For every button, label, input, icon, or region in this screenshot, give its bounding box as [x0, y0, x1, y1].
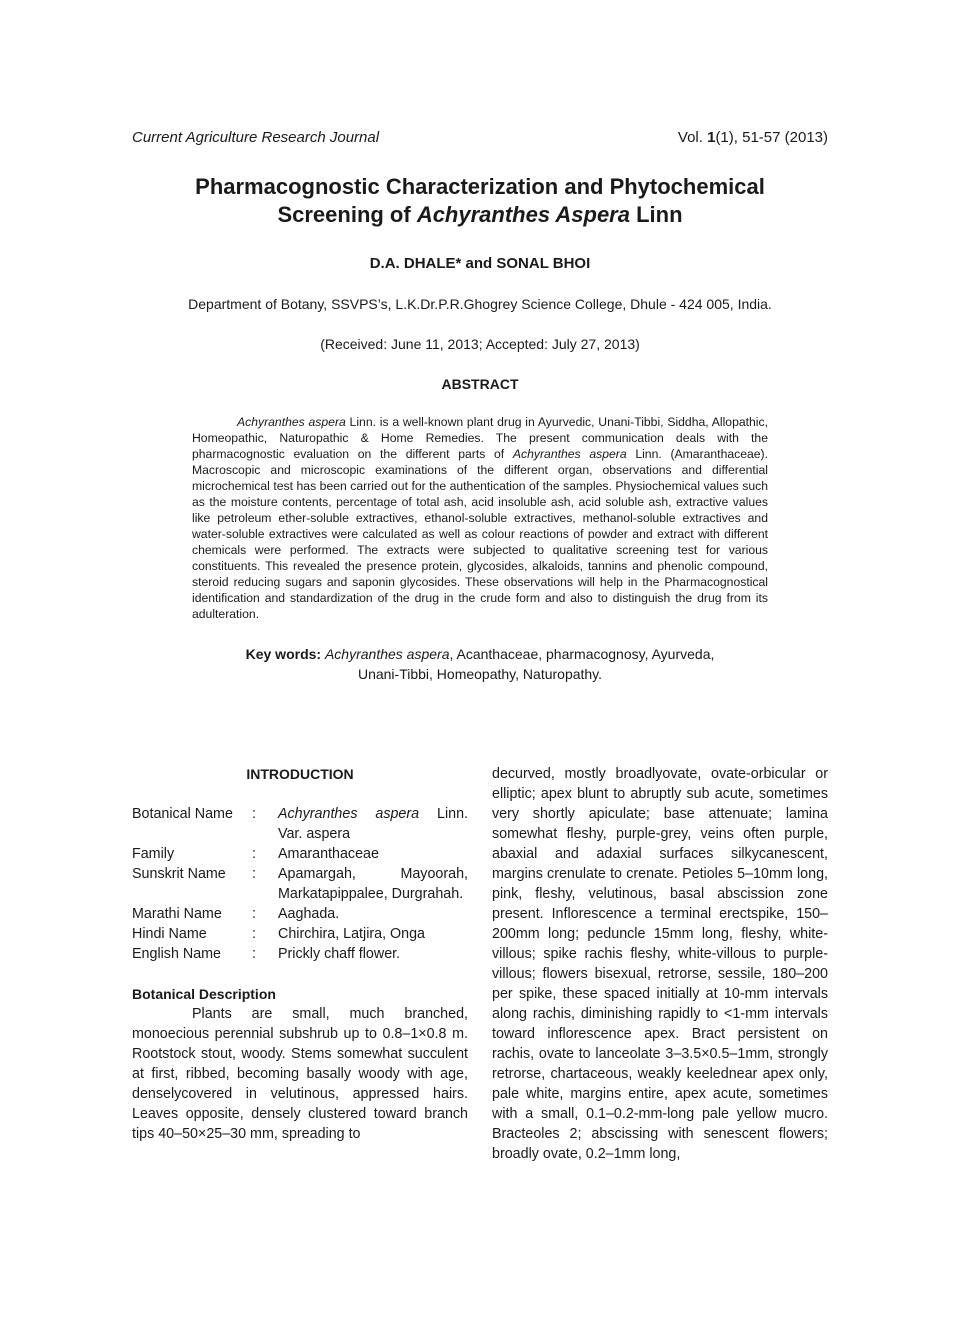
- info-key: Sunskrit Name: [132, 866, 226, 882]
- info-colon: :: [252, 846, 256, 862]
- authors: D.A. DHALE* and SONAL BHOI: [369, 255, 591, 272]
- title-line-2: [100, 201, 860, 229]
- info-key: Family: [132, 846, 175, 862]
- info-colon: :: [252, 806, 256, 822]
- info-value: [278, 864, 468, 904]
- info-key: Botanical Name: [132, 806, 233, 822]
- info-value-species: Achyranthes aspera: [278, 806, 420, 822]
- vol-prefix: Vol.: [677, 129, 708, 146]
- info-value-text: Amaranthaceae: [278, 846, 379, 862]
- abstract-species-2: Achyranthes aspera: [512, 447, 627, 461]
- info-value-text: Chirchira, Latjira, Onga: [278, 926, 426, 942]
- info-row: [132, 844, 468, 864]
- keywords-rest: , Acanthaceae, pharmacognosy, Ayurveda, Unani-Tibbi, Homeopathy, Naturopathy.: [357, 646, 715, 682]
- info-value-text: Linn. Var. aspera: [278, 806, 468, 842]
- keywords: [240, 644, 720, 684]
- botanical-description-continued: decurved, mostly broadlyovate, ovate-orbicular or elliptic; apex blunt to abruptly sub acute, sometimes very shortly apiculate; base attenuate; lamina somewhat fleshy, purple-grey, veins often purple, abaxial and adaxial surfaces silkycanescent, margins crenulate to crenate. Petioles 5–10mm long, pink, fleshy, velutinous, basal abscission zone present. Inflorescence a terminal erectspike, 150–200mm long; peduncle 15mm long, fleshy, white-villous; spike rachis fleshy, white-villous to purple-villous; flowers bisexual, retrorse, sessile, 180–200 per spike, these spaced initially at 10-mm intervals along rachis, diminishing rapidly to <1-mm intervals toward inflorescence apex. Bract persistent on rachis, ovate to lanceolate 3–3.5×0.5–1mm, strongly retrorse, chartaceous, weakly keelednear apex only, pale white, margins entire, apex acute, sometimes with a small, 0.1–0.2-mm-long pale yellow mucro. Bracteoles 2; abscissing with senescent flowers; broadly ovate, 0.2–1mm long,: [492, 766, 828, 1162]
- info-value-text: Apamargah, Mayoorah, Markatapippalee, Durgrahah.: [278, 866, 468, 902]
- info-key: Marathi Name: [132, 906, 222, 922]
- info-row: [132, 904, 468, 924]
- right-column: [492, 764, 828, 1164]
- info-colon: :: [252, 946, 256, 962]
- affiliation: Department of Botany, SSVPS’s, L.K.Dr.P.R.Ghogrey Science College, Dhule - 424 005, India.: [188, 296, 772, 312]
- introduction-heading: INTRODUCTION: [246, 766, 354, 782]
- received-dates: (Received: June 11, 2013; Accepted: July 27, 2013): [320, 336, 640, 352]
- running-header: [132, 129, 828, 146]
- title-post: Linn: [629, 202, 683, 227]
- info-row: [132, 864, 468, 904]
- abstract-text-1: Linn. is a well-known plant drug in Ayurvedic, Unani-Tibbi, Siddha, Allopathic, Homeopathic, Naturopathic & Home Remedies. The present communication deals with the pharmacognostic evaluation on the different parts of: [192, 415, 768, 461]
- abstract-heading: ABSTRACT: [441, 376, 519, 392]
- title-line-1: Pharmacognostic Characterization and Phytochemical: [195, 174, 765, 199]
- paper-title: [100, 173, 860, 229]
- abstract-body: [192, 414, 768, 622]
- info-value: [278, 844, 468, 864]
- botanical-description-heading: Botanical Description: [132, 986, 276, 1002]
- info-value: [278, 944, 468, 964]
- info-key: English Name: [132, 946, 221, 962]
- info-row: [132, 944, 468, 964]
- vol-suffix: (1), 51-57 (2013): [715, 129, 828, 146]
- plant-info-table: [132, 804, 468, 964]
- abstract-species-1: Achyranthes aspera: [237, 415, 346, 429]
- keywords-species: Achyranthes aspera: [324, 646, 450, 662]
- info-value-text: Prickly chaff flower.: [278, 946, 401, 962]
- volume-info: [678, 129, 828, 146]
- abstract-text-2: Linn. (Amaranthaceae). Macroscopic and microscopic examinations of the different organ, observations and differential microchemical test has been carried out for the authentication of the samples. Physiochemical values such as the moisture contents, percentage of total ash, acid insoluble ash, acid soluble ash, extractive values like petroleum ether-soluble extractives, ethanol-soluble extractives, methanol-soluble extractives and water-soluble extractives were calculated as well as colour reactions of powder and extract with different chemicals were performed. The extracts were subjected to qualitative screening test for various constituents. This revealed the presence protein, glycosides, alkaloids, tannins and phenolic compound, steroid reducing sugars and saponin glycosides. These observations will help in the Pharmacognostical identification and standardization of the drug in the crude form and also to distinguish the drug from its adulteration.: [192, 447, 768, 621]
- info-key: Hindi Name: [132, 926, 207, 942]
- journal-name: Current Agriculture Research Journal: [132, 129, 380, 146]
- botanical-description-paragraph: Plants are small, much branched, monoecious perennial subshrub up to 0.8–1×0.8 m. Rootstock stout, woody. Stems somewhat succulent at first, ribbed, becoming basally woody with age, denselycovered in velutinous, appressed hairs. Leaves opposite, densely clustered toward branch tips 40–50×25–30 mm, spreading to: [132, 1006, 468, 1142]
- title-species: Achyranthes Aspera: [416, 202, 630, 227]
- title-pre: Screening of: [277, 202, 417, 227]
- info-value: [278, 924, 468, 944]
- info-row: [132, 804, 468, 844]
- vol-number: 1: [707, 129, 716, 146]
- info-value: [278, 904, 468, 924]
- info-colon: :: [252, 866, 256, 882]
- info-colon: :: [252, 926, 256, 942]
- info-colon: :: [252, 906, 256, 922]
- keywords-label: Key words:: [245, 646, 322, 662]
- info-value: [278, 804, 468, 844]
- info-row: [132, 924, 468, 944]
- info-value-text: Aaghada.: [278, 906, 340, 922]
- left-column: [132, 764, 468, 1144]
